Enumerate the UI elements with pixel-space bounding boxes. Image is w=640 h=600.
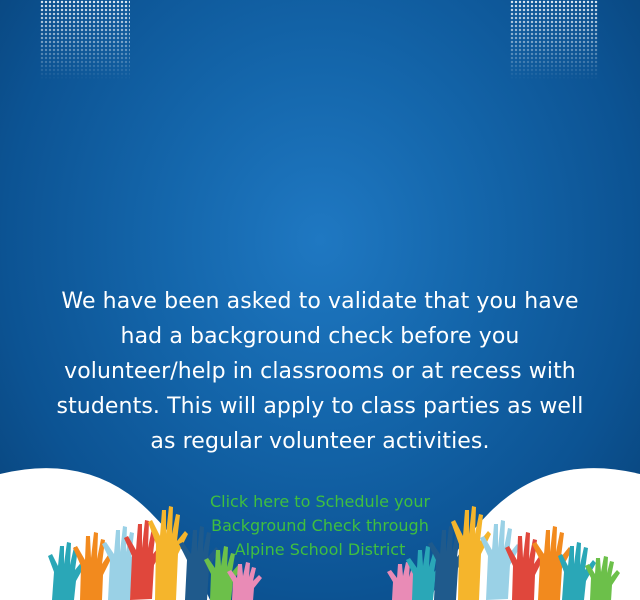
halftone-pattern-right [510,0,598,80]
schedule-background-check-link[interactable]: Click here to Schedule your Background Check through Alpine School District [209,492,431,559]
halftone-pattern-left [40,0,130,80]
volunteer-notice-text: We have been asked to validate that you have had a background check before you volunteer/help in classrooms or at recess with students. This will apply to class parties as well as regular volunteer activities. [56,289,584,454]
